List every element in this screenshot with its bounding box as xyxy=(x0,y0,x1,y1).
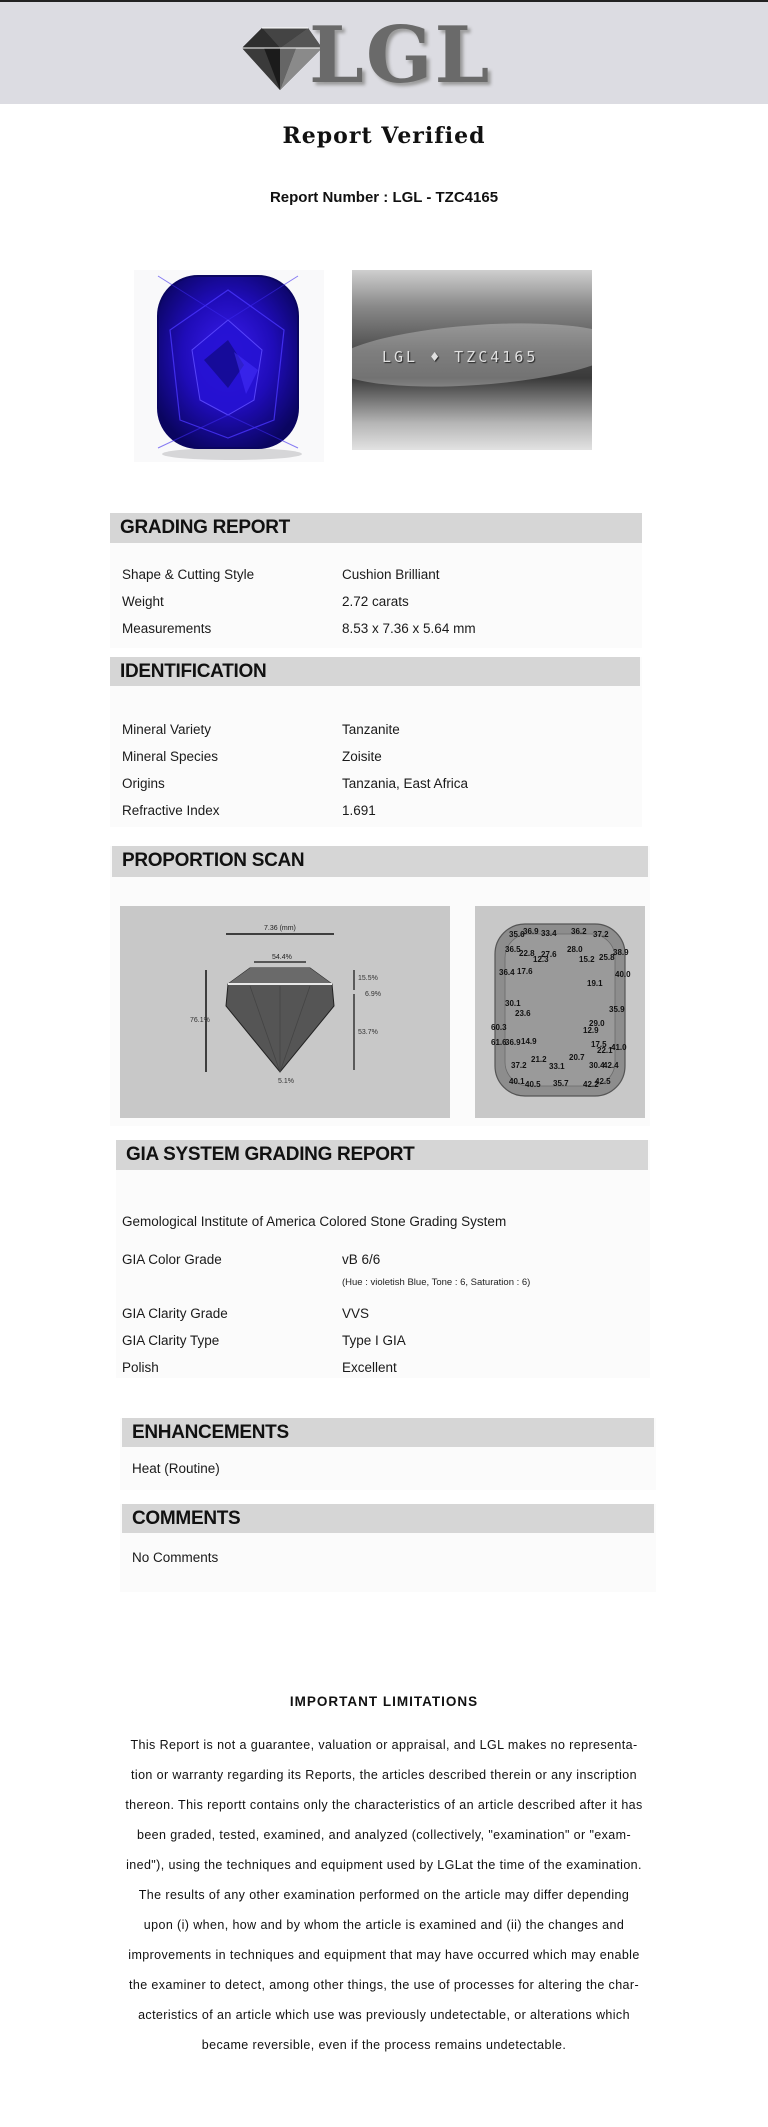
limitations-title: IMPORTANT LIMITATIONS xyxy=(289,1694,479,1709)
top-view-reading: 33.4 xyxy=(541,929,557,938)
gia-color-note: (Hue : violetish Blue, Tone : 6, Saturation : 6) xyxy=(342,1277,531,1288)
page-title: Report Verified xyxy=(282,123,486,149)
top-view-reading: 28.0 xyxy=(567,945,583,954)
top-view-reading: 22.1 xyxy=(597,1046,613,1055)
top-view-reading: 42.2 xyxy=(583,1080,599,1089)
top-view-reading: 38.9 xyxy=(613,948,629,957)
top-view-reading: 21.2 xyxy=(531,1055,547,1064)
width-label: 7.36 (mm) xyxy=(264,925,296,932)
limitations-text xyxy=(112,1730,656,2060)
top-view-reading: 36.2 xyxy=(571,927,587,936)
gia-clarity-grade-value: VVS xyxy=(342,1306,370,1321)
top-view-reading: 61.6 xyxy=(491,1038,507,1047)
identification-title: IDENTIFICATION xyxy=(110,657,640,686)
proportion-top-view xyxy=(475,906,645,1118)
grading-label-shape: Shape & Cutting Style xyxy=(122,567,255,582)
top-view-reading: 36.4 xyxy=(499,968,515,977)
limitations-line: became reversible, even if the process remains undetectable. xyxy=(201,2038,567,2052)
limitations-line: the examiner to detect, among other things, the use of processes for altering the char- xyxy=(128,1978,640,1992)
proportion-profile-diagram xyxy=(120,906,450,1118)
top-view-reading: 37.2 xyxy=(511,1061,527,1070)
top-view-reading: 17.5 xyxy=(591,1040,607,1049)
top-view-reading: 14.9 xyxy=(521,1037,537,1046)
top-view-reading: 36.9 xyxy=(523,927,539,936)
enhancements-text: Heat (Routine) xyxy=(132,1461,220,1476)
top-view-reading: 20.7 xyxy=(569,1053,585,1062)
top-view-reading: 30.4 xyxy=(589,1061,605,1070)
limitations-line: The results of any other examination performed on the article may differ depending xyxy=(138,1888,630,1902)
limitations-line: ined"), using the techniques and equipment used by LGLat the time of the examination. xyxy=(126,1858,642,1872)
site-header xyxy=(0,2,768,104)
grading-report-title: GRADING REPORT xyxy=(110,513,642,543)
id-label-origins: Origins xyxy=(122,776,165,791)
gia-color-label: GIA Color Grade xyxy=(122,1252,222,1267)
gem-profile-graphic xyxy=(120,906,450,1118)
crown-label: 15.5% xyxy=(358,975,378,982)
gia-polish-label: Polish xyxy=(122,1360,159,1375)
inscription-photo xyxy=(352,270,592,450)
top-view-reading: 35.6 xyxy=(509,930,525,939)
grading-value-measurements: 8.53 x 7.36 x 5.64 mm xyxy=(342,621,476,636)
top-view-reading: 40.5 xyxy=(525,1080,541,1089)
gem-top-view-graphic xyxy=(475,906,645,1118)
top-view-reading: 30.1 xyxy=(505,999,521,1008)
top-view-reading: 12.3 xyxy=(533,955,549,964)
limitations-line: acteristics of an article which use was previously undetectable, or alterations which xyxy=(138,2008,630,2022)
id-label-variety: Mineral Variety xyxy=(122,722,212,737)
top-view-reading: 40.0 xyxy=(615,970,631,979)
id-label-species: Mineral Species xyxy=(122,749,219,764)
limitations-line: improvements in techniques and equipment that may have occurred which may enable xyxy=(128,1948,640,1962)
top-view-reading: 27.6 xyxy=(541,950,557,959)
identification-section xyxy=(110,657,642,827)
top-view-reading: 42.5 xyxy=(595,1077,611,1086)
id-value-variety: Tanzanite xyxy=(342,722,400,737)
top-view-reading: 19.1 xyxy=(587,979,603,988)
gia-system-text: Gemological Institute of America Colored Stone Grading System xyxy=(122,1214,507,1229)
id-label-ri: Refractive Index xyxy=(122,803,220,818)
top-view-reading: 22.8 xyxy=(519,949,535,958)
lgl-logo[interactable] xyxy=(234,10,492,101)
comments-title: COMMENTS xyxy=(122,1504,654,1533)
gia-title: GIA SYSTEM GRADING REPORT xyxy=(116,1140,648,1170)
top-view-reading: 60.3 xyxy=(491,1023,507,1032)
depth-label: 76.1% xyxy=(190,1017,210,1024)
gia-clarity-grade-label: GIA Clarity Grade xyxy=(122,1306,228,1321)
id-value-ri: 1.691 xyxy=(342,803,376,818)
top-view-reading: 37.2 xyxy=(593,930,609,939)
grading-value-weight: 2.72 carats xyxy=(342,594,409,609)
report-number: Report Number : LGL - TZC4165 xyxy=(269,189,499,206)
id-value-origins: Tanzania, East Africa xyxy=(342,776,469,791)
limitations-line: thereon. This reportt contains only the characteristics of an article described after it has xyxy=(125,1798,643,1812)
top-view-reading: 15.2 xyxy=(579,955,595,964)
top-view-reading: 36.9 xyxy=(505,1038,521,1047)
grading-label-weight: Weight xyxy=(122,594,164,609)
table-label: 54.4% xyxy=(272,954,292,961)
top-view-reading: 12.9 xyxy=(583,1026,599,1035)
id-value-species: Zoisite xyxy=(342,749,382,764)
enhancements-section xyxy=(120,1418,656,1490)
proportion-scan-title: PROPORTION SCAN xyxy=(112,846,648,877)
gia-clarity-type-value: Type I GIA xyxy=(342,1333,406,1348)
top-view-reading: 25.8 xyxy=(599,953,615,962)
limitations-line: been graded, tested, examined, and analyzed (collectively, "examination" or "exam- xyxy=(136,1828,632,1842)
gia-clarity-type-label: GIA Clarity Type xyxy=(122,1333,220,1348)
top-view-reading: 35.9 xyxy=(609,1005,625,1014)
top-view-reading: 23.6 xyxy=(515,1009,531,1018)
top-view-reading: 36.5 xyxy=(505,945,521,954)
gia-color-value: vB 6/6 xyxy=(342,1252,381,1267)
culet-label: 5.1% xyxy=(278,1078,294,1085)
comments-text: No Comments xyxy=(132,1550,219,1565)
tanzanite-gem-image xyxy=(134,270,324,462)
girdle-label: 6.9% xyxy=(365,991,381,998)
top-view-reading: 17.6 xyxy=(517,967,533,976)
inscription-text: LGL ♦ TZC4165 xyxy=(382,348,539,366)
limitations-line: upon (i) when, how and by whom the article is examined and (ii) the changes and xyxy=(143,1918,625,1932)
top-view-reading: 29.0 xyxy=(589,1019,605,1028)
stone-photo xyxy=(134,270,324,462)
top-view-reading: 35.7 xyxy=(553,1079,569,1088)
limitations-line: This Report is not a guarantee, valuation or appraisal, and LGL makes no representa- xyxy=(130,1738,638,1752)
limitations-line: tion or warranty regarding its Reports, the articles described therein or any inscription xyxy=(131,1768,637,1782)
pavilion-label: 53.7% xyxy=(358,1029,378,1036)
top-view-reading: 41.0 xyxy=(611,1043,627,1052)
comments-section xyxy=(120,1504,656,1592)
grading-value-shape: Cushion Brilliant xyxy=(342,567,440,582)
gia-polish-value: Excellent xyxy=(342,1360,397,1375)
grading-label-measurements: Measurements xyxy=(122,621,212,636)
logo-text: LGL xyxy=(309,10,492,101)
top-view-reading: 40.1 xyxy=(509,1077,525,1086)
top-view-reading: 42.4 xyxy=(603,1061,619,1070)
top-view-reading: 33.1 xyxy=(549,1062,565,1071)
enhancements-title: ENHANCEMENTS xyxy=(122,1418,654,1447)
